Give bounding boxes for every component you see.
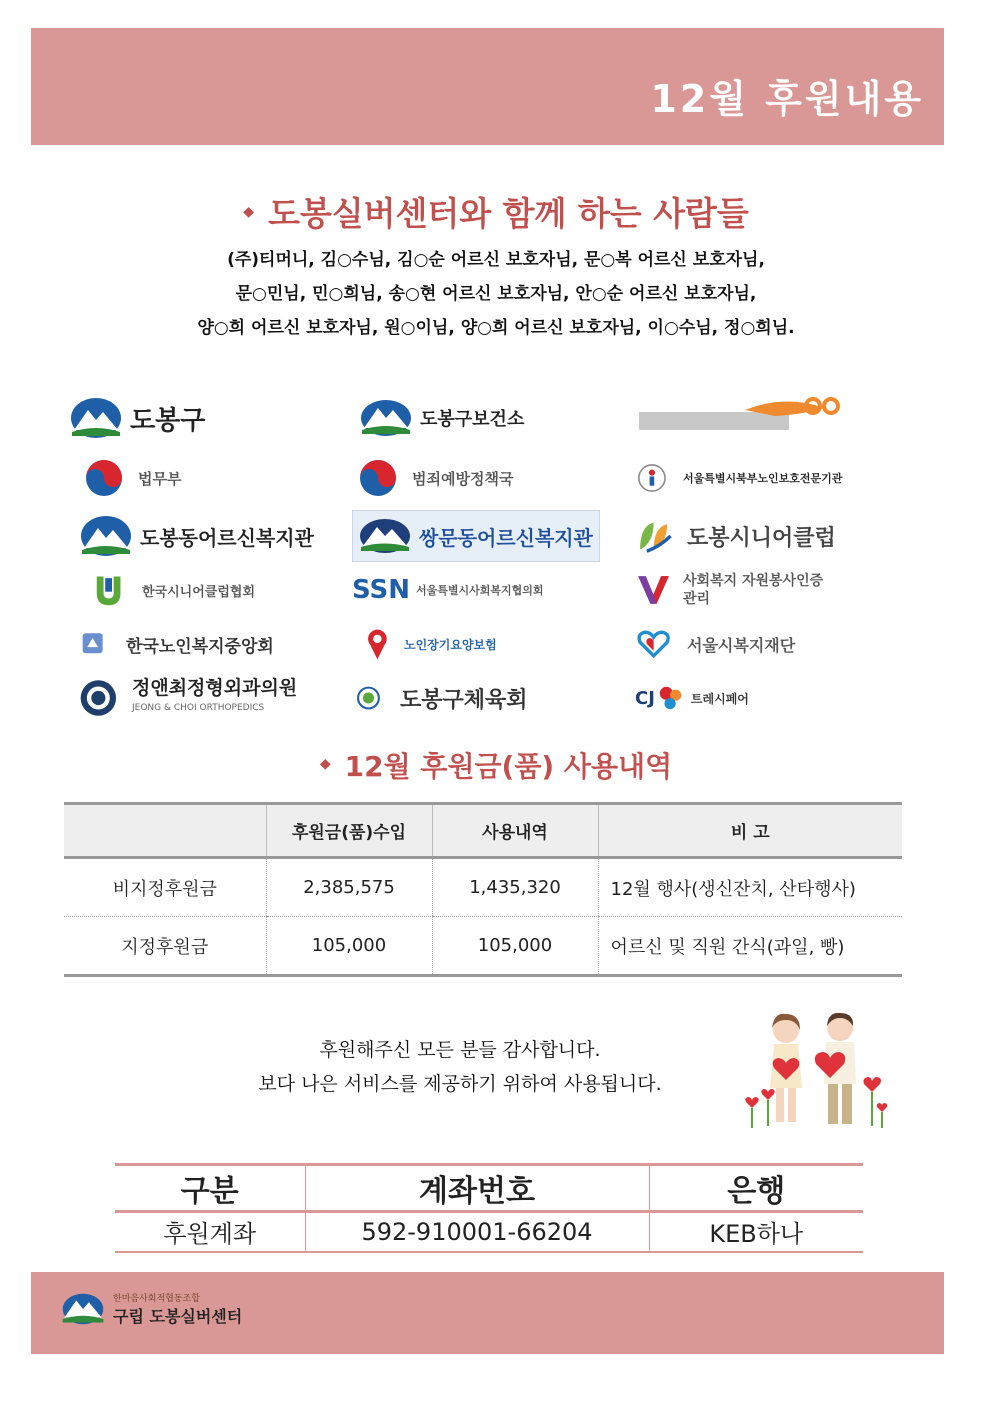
logo-jeong-choi-orthopedics: 정앤최정형외과의원 JEONG & CHOI ORTHOPEDICS	[78, 672, 297, 724]
mountain-logo-icon	[61, 1290, 105, 1328]
footer-org-name: 구립 도봉실버센터	[113, 1307, 243, 1326]
mountain-logo-icon	[80, 514, 132, 558]
logo-ministry-justice: 법무부	[78, 452, 181, 504]
cj-petal-icon	[657, 684, 685, 712]
thanks-message: 후원해주신 모든 분들 감사합니다. 보다 나은 서비스를 제공하기 위하여 사용됩니다.	[258, 1039, 662, 1095]
logo-seoul-welfare-foundation: 서울시복지재단	[635, 618, 795, 670]
footer-logo	[61, 1290, 242, 1328]
red-pin-logo-icon	[352, 622, 396, 666]
usage-cell: 105,000	[432, 917, 598, 976]
donor-list	[0, 243, 992, 345]
income-cell: 2,385,575	[266, 858, 432, 917]
logo-crime-prevention: 범죄예방정책국	[352, 452, 513, 504]
section-title-usage	[0, 745, 992, 785]
table-row	[64, 917, 902, 976]
table-row	[64, 858, 902, 917]
row-label: 지정후원금	[64, 917, 266, 976]
account-type-cell: 후원계좌	[115, 1212, 305, 1252]
mountain-logo-icon	[359, 514, 411, 558]
donor-line: 양○희 어르신 보호자님, 원○이님, 양○희 어르신 보호자님, 이○수님, 정○희님.	[197, 318, 795, 338]
heart-logo-icon	[635, 622, 679, 666]
usage-table	[64, 802, 902, 977]
note-cell: 어르신 및 직원 간식(과일, 빵)	[598, 917, 902, 976]
logo-ssn: SSN 서울특별시사회복지협의회	[352, 575, 544, 605]
cj-logo-icon: CJ	[635, 687, 655, 709]
bank-cell: KEB하나	[649, 1212, 863, 1252]
logo-korea-senior-club: 한국시니어클럽협회	[90, 564, 255, 616]
circle-figure-logo-icon	[635, 456, 675, 500]
logo-volunteer-cert: 사회복지 자원봉사인증관리	[635, 564, 835, 616]
circle-logo-icon	[356, 676, 392, 720]
diamond-bullet-icon: ◆	[243, 203, 254, 220]
column-header: 은행	[649, 1165, 863, 1212]
taegeuk-logo-icon	[78, 456, 130, 500]
column-header: 구분	[115, 1165, 305, 1212]
logo-dobong-senior-club: 도봉시니어클럽	[635, 510, 836, 562]
account-table	[115, 1163, 863, 1253]
income-cell: 105,000	[266, 917, 432, 976]
donor-line: 문○민님, 민○희님, 송○현 어르신 보호자님, 안○순 어르신 보호자님,	[235, 284, 757, 304]
logo-elder-protection: 서울특별시북부노인보호전문기관	[635, 452, 842, 504]
account-number-cell: 592-910001-66204	[305, 1212, 649, 1252]
column-header	[64, 804, 266, 858]
usage-cell: 1,435,320	[432, 858, 598, 917]
donor-line: (주)티머니, 김○수님, 김○순 어르신 보호자님, 문○복 어르신 보호자님,	[227, 250, 765, 270]
footer-bar	[31, 1272, 944, 1354]
logo-dobong-health-center: 도봉구보건소	[360, 392, 524, 444]
section-title-text: 도봉실버센터와 함께 하는 사람들	[268, 194, 749, 233]
note-cell: 12월 행사(생신잔치, 산타행사)	[598, 858, 902, 917]
round-seal-logo-icon	[78, 676, 124, 720]
ssn-logo-icon: SSN	[352, 575, 411, 605]
table-header-row	[64, 804, 902, 858]
column-header: 사용내역	[432, 804, 598, 858]
logo-dobong-gu: 도봉구	[70, 392, 205, 444]
logo-cj-trace: CJ 트레시페어	[635, 672, 749, 724]
section-title-text: 12월 후원금(품) 사용내역	[344, 750, 673, 783]
page-title: 12월 후원내용	[650, 77, 924, 121]
orange-swirl-logo-icon	[635, 396, 855, 440]
logo-dobong-sports-council: 도봉구체육회	[356, 672, 528, 724]
section-title-supporters	[0, 188, 992, 235]
logo-korea-elder-welfare: 한국노인복지중앙회	[78, 618, 274, 670]
row-label: 비지정후원금	[64, 858, 266, 917]
column-header: 계좌번호	[305, 1165, 649, 1212]
mountain-logo-icon	[70, 396, 122, 440]
column-header: 비 고	[598, 804, 902, 858]
logo-dobong-dong-welfare: 도봉동어르신복지관	[80, 510, 314, 562]
leaf-logo-icon	[635, 514, 679, 558]
blue-emblem-logo-icon	[78, 622, 118, 666]
table-row	[115, 1212, 863, 1252]
mountain-logo-icon	[360, 396, 412, 440]
table-header-row	[115, 1165, 863, 1212]
footer-subtitle: 한마음사회적협동조합	[113, 1294, 200, 1304]
diamond-bullet-icon: ◆	[319, 756, 331, 772]
header-bar	[31, 28, 944, 145]
couple-hearts-illustration-icon	[738, 1008, 888, 1138]
column-header: 후원금(품)수입	[266, 804, 432, 858]
logo-orange-swirl	[635, 392, 855, 444]
u-logo-icon	[90, 568, 134, 612]
taegeuk-logo-icon	[352, 456, 404, 500]
logo-ssangmun-welfare: 쌍문동어르신복지관	[352, 510, 600, 562]
v-logo-icon	[635, 568, 675, 612]
logo-longterm-care: 노인장기요양보험	[352, 618, 497, 670]
